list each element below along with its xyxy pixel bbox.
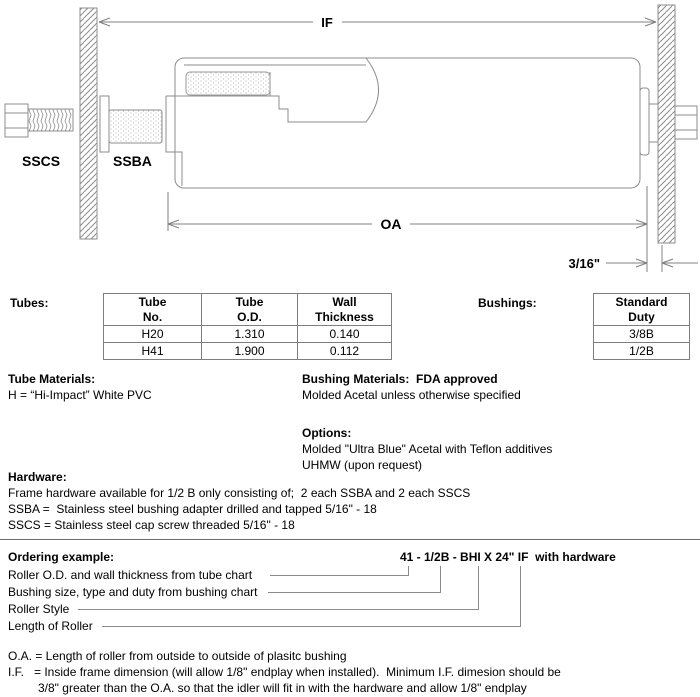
tube-materials-line: H = “Hi-Impact” White PVC (8, 388, 152, 402)
end-bolt (675, 106, 697, 139)
tube-table-row (104, 343, 392, 360)
footnote-if-line-1: I.F. = Inside frame dimension (will allow 1/8" endplay when installed). Minimum I.F. dimesion should be (8, 665, 561, 679)
ordering-callout-4: Length of Roller (8, 619, 93, 633)
tube-table-header-cell: Wall Thickness (298, 294, 392, 326)
ordering-callout-2: Bushing size, type and duty from bushing chart (8, 585, 258, 599)
sscs-cap-screw (5, 104, 73, 137)
bushing-table-row (594, 343, 690, 360)
bushing-materials-heading: Bushing Materials: FDA approved (302, 372, 498, 386)
ordering-callout-3: Roller Style (8, 602, 70, 616)
hardware-heading: Hardware: (8, 470, 67, 484)
ordering-heading: Ordering example: (8, 550, 115, 564)
tubes-section-label: Tubes: (10, 296, 49, 310)
bushing-table-row (594, 326, 690, 343)
bushing-table-header-row (594, 294, 690, 326)
tube-table-cell: H20 (104, 326, 202, 343)
tube-materials-heading: Tube Materials: (8, 372, 96, 386)
tube-table-header-row (104, 294, 392, 326)
tube-table-cell: 0.112 (298, 343, 392, 360)
tube-table-row (104, 326, 392, 343)
ordering-code: 41 - 1/2B - BHI X 24" IF with hardware (400, 550, 616, 564)
oa-dimension-label: OA (380, 216, 402, 232)
footnote-if-line-2: 3/8" greater than the O.A. so that the idler will fit in with the hardware and allow 1/8" endplay (38, 681, 527, 695)
section-divider (0, 539, 700, 540)
gap-dimension (606, 259, 698, 267)
ssba-bushing-adapter (100, 96, 162, 152)
assembly-drawing (0, 0, 700, 287)
if-dimension-label: IF (321, 15, 333, 30)
bushings-section-label: Bushings: (478, 296, 537, 310)
tube-table-header-cell: Tube O.D. (202, 294, 298, 326)
frame-rail-right (658, 5, 675, 243)
bushing-materials-line: Molded Acetal unless otherwise specified (302, 388, 521, 402)
options-line-1: Molded "Ultra Blue" Acetal with Teflon additives (302, 442, 553, 456)
tube-table-header-cell: Tube No. (104, 294, 202, 326)
frame-rail-left (80, 8, 97, 239)
sscs-label: SSCS (22, 153, 61, 169)
bushing-table-cell: 3/8B (594, 326, 690, 343)
tube-table-cell: 1.900 (202, 343, 298, 360)
if-dimension (99, 18, 656, 26)
tube-table (103, 293, 392, 360)
callout-line-4 (102, 566, 521, 627)
hardware-line-1: Frame hardware available for 1/2 B only consisting of; 2 each SSBA and 2 each SSCS (8, 486, 471, 500)
options-line-2: UHMW (upon request) (302, 458, 423, 472)
tube-table-cell: 1.310 (202, 326, 298, 343)
hardware-line-3: SSCS = Stainless steel cap screw threaded 5/16" - 18 (8, 518, 295, 532)
bushing-table (593, 293, 690, 360)
end-bushing (640, 88, 658, 155)
tube-table-cell: H41 (104, 343, 202, 360)
ordering-callout-1: Roller O.D. and wall thickness from tube chart (8, 568, 253, 582)
ssba-label: SSBA (113, 153, 152, 169)
tube-table-cell: 0.140 (298, 326, 392, 343)
bushing-table-header-cell: Standard Duty (594, 294, 690, 326)
bushing-table-cell: 1/2B (594, 343, 690, 360)
gap-dimension-label: 3/16" (568, 256, 600, 271)
options-heading: Options: (302, 426, 352, 440)
roller-body (166, 58, 640, 188)
hardware-line-2: SSBA = Stainless steel bushing adapter drilled and tapped 5/16" - 18 (8, 502, 377, 516)
footnote-oa: O.A. = Length of roller from outside to outside of plasitc bushing (8, 649, 347, 663)
